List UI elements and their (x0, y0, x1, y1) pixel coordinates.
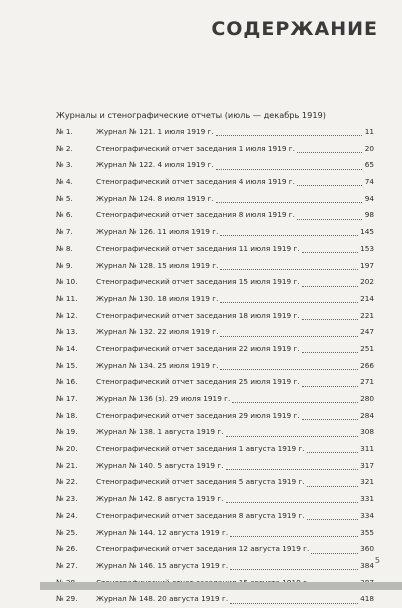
entry-title: Стенографический отчет заседания 22 июля 1919 г. (96, 343, 300, 353)
entry-number: № 16. (56, 377, 78, 387)
entry-page: 153 (360, 243, 374, 253)
entry-title: Стенографический отчет заседания 18 июля 1919 г. (96, 310, 300, 320)
toc-entry[interactable] (56, 374, 374, 391)
toc-entry[interactable] (56, 541, 374, 558)
entry-number: № 24. (56, 510, 78, 520)
toc-entry[interactable] (56, 358, 374, 375)
toc-entry[interactable] (56, 491, 374, 508)
dot-leader (302, 318, 358, 320)
entry-page: 98 (364, 210, 374, 220)
toc-entry[interactable] (56, 341, 374, 358)
toc-entry[interactable] (56, 207, 374, 224)
entry-number: № 17. (56, 394, 78, 403)
entry-page: 321 (360, 477, 374, 487)
page-title: СОДЕРЖАНИЕ (211, 18, 378, 40)
entry-page: 271 (360, 377, 374, 387)
entry-page: 284 (360, 410, 374, 420)
entry-page: 214 (360, 293, 374, 303)
dot-leader (302, 351, 358, 353)
toc-entry[interactable] (56, 424, 374, 441)
toc-entry[interactable] (56, 174, 374, 191)
dot-leader (216, 168, 362, 170)
entry-title: Стенографический отчет заседания 8 августа 1919 г. (96, 510, 305, 520)
toc-entry[interactable] (56, 508, 374, 525)
toc-entry[interactable] (56, 408, 374, 425)
dot-leader (297, 184, 362, 186)
toc-entry[interactable] (56, 558, 374, 575)
entry-number: № 29. (56, 594, 78, 604)
toc-entry[interactable] (56, 474, 374, 491)
entry-number: № 27. (56, 560, 78, 570)
entry-number: № 18. (56, 410, 78, 420)
entry-number: № 7. (56, 227, 73, 237)
entry-title: Стенографический отчет заседания 25 июля 1919 г. (96, 377, 300, 387)
entry-page: 94 (364, 193, 374, 203)
entry-page: 197 (360, 260, 374, 270)
entry-page: 221 (360, 310, 374, 320)
entry-title: Стенографический отчет заседания 1 июля 1919 г. (96, 143, 295, 153)
toc-entry[interactable] (56, 591, 374, 608)
entry-title: Журнал № 121. 1 июля 1919 г. (96, 127, 214, 136)
entry-title: Журнал № 130. 18 июля 1919 г. (96, 293, 219, 303)
dot-leader (220, 268, 358, 270)
dot-leader (226, 435, 359, 437)
toc-entry[interactable] (56, 258, 374, 275)
toc-entry[interactable] (56, 308, 374, 325)
entry-page: 317 (360, 460, 374, 470)
toc-entry[interactable] (56, 441, 374, 458)
entry-number: № 2. (56, 143, 73, 153)
entry-page: 360 (360, 544, 374, 554)
entry-title: Стенографический отчет заседания 29 июля 1919 г. (96, 410, 300, 420)
entry-title: Журнал № 140. 5 августа 1919 г. (96, 460, 224, 470)
entry-page: 331 (360, 494, 374, 504)
toc-entry[interactable] (56, 241, 374, 258)
entry-number: № 21. (56, 460, 78, 470)
entry-title: Стенографический отчет заседания 1 августа 1919 г. (96, 444, 305, 454)
entry-number: № 13. (56, 327, 78, 337)
dot-leader (307, 451, 358, 453)
dot-leader (307, 518, 358, 520)
entry-title: Стенографический отчет заседания 15 июля 1919 г. (96, 277, 300, 287)
bottom-edge-strip (40, 582, 402, 590)
dot-leader (220, 301, 358, 303)
dot-leader (307, 485, 358, 487)
entry-page: 202 (360, 277, 374, 287)
toc-entry[interactable] (56, 224, 374, 241)
entry-title: Журнал № 124. 8 июля 1919 г. (96, 193, 214, 203)
entry-page: 247 (360, 327, 374, 337)
dot-leader (220, 234, 358, 236)
entry-number: № 23. (56, 494, 78, 504)
toc-entry[interactable] (56, 157, 374, 174)
entry-page: 20 (364, 143, 374, 153)
entry-number: № 11. (56, 293, 78, 303)
entry-title: Журнал № 144. 12 августа 1919 г. (96, 527, 229, 537)
dot-leader (302, 251, 358, 253)
entry-page: 308 (360, 427, 374, 437)
entry-page: 311 (360, 444, 374, 454)
entry-number: № 6. (56, 210, 73, 220)
entry-number: № 5. (56, 193, 73, 203)
toc-entry[interactable] (56, 525, 374, 542)
entry-title: Журнал № 146. 15 августа 1919 г. (96, 560, 229, 570)
toc-entry[interactable] (56, 191, 374, 208)
entry-page: 384 (360, 560, 374, 570)
entry-page: 145 (360, 227, 374, 237)
dot-leader (232, 401, 358, 403)
dot-leader (220, 368, 358, 370)
dot-leader (230, 568, 358, 570)
entry-page: 334 (360, 510, 374, 520)
entry-page: 65 (364, 160, 374, 170)
entry-title: Журнал № 136 (з). 29 июля 1919 г. (96, 394, 231, 403)
entry-title: Журнал № 126. 11 июля 1919 г. (96, 227, 219, 237)
dot-leader (311, 552, 358, 554)
entry-title: Стенографический отчет заседания 4 июля 1919 г. (96, 177, 295, 187)
entry-title: Журнал № 128. 15 июля 1919 г. (96, 260, 219, 270)
dot-leader (226, 501, 359, 503)
entry-number: № 8. (56, 243, 73, 253)
entry-title: Журнал № 132. 22 июля 1919 г. (96, 327, 219, 337)
entry-page: 418 (360, 594, 374, 604)
entry-number: № 22. (56, 477, 78, 487)
toc-entry[interactable] (56, 274, 374, 291)
entry-title: Стенографический отчет заседания 5 августа 1919 г. (96, 477, 305, 487)
entry-title: Стенографический отчет заседания 12 августа 1919 г. (96, 544, 310, 554)
dot-leader (220, 335, 358, 337)
toc-entry[interactable] (56, 458, 374, 475)
page-number: 5 (374, 556, 380, 565)
entry-title: Журнал № 134. 25 июля 1919 г. (96, 360, 219, 370)
entry-number: № 14. (56, 343, 78, 353)
entry-title: Журнал № 148. 20 августа 1919 г. (96, 594, 229, 604)
entry-page: 11 (364, 127, 374, 136)
dot-leader (297, 151, 362, 153)
toc-entry[interactable] (56, 391, 374, 408)
section-heading: Журналы и стенографические отчеты (июль — декабрь 1919) (56, 110, 326, 120)
entry-number: № 10. (56, 277, 78, 287)
dot-leader (226, 468, 359, 470)
entry-number: № 19. (56, 427, 78, 437)
entry-title: Журнал № 138. 1 августа 1919 г. (96, 427, 224, 437)
entry-number: № 3. (56, 160, 73, 170)
entry-page: 251 (360, 343, 374, 353)
dot-leader (302, 418, 358, 420)
dot-leader (230, 535, 358, 537)
entry-number: № 20. (56, 444, 78, 454)
entry-number: № 4. (56, 177, 73, 187)
dot-leader (216, 134, 362, 136)
toc-entry[interactable] (56, 124, 374, 141)
dot-leader (216, 201, 362, 203)
entry-number: № 15. (56, 360, 78, 370)
entry-number: № 12. (56, 310, 78, 320)
entry-page: 266 (360, 360, 374, 370)
toc-entry[interactable] (56, 141, 374, 158)
entry-page: 355 (360, 527, 374, 537)
entry-title: Журнал № 122. 4 июля 1919 г. (96, 160, 214, 170)
dot-leader (302, 385, 358, 387)
entry-title: Стенографический отчет заседания 11 июля 1919 г. (96, 243, 300, 253)
table-of-contents (56, 124, 374, 608)
entry-number: № 26. (56, 544, 78, 554)
dot-leader (297, 218, 362, 220)
entry-number: № 1. (56, 127, 73, 136)
dot-leader (302, 285, 358, 287)
entry-number: № 9. (56, 260, 73, 270)
entry-page: 74 (364, 177, 374, 187)
toc-entry[interactable] (56, 324, 374, 341)
entry-number: № 25. (56, 527, 78, 537)
entry-page: 280 (360, 394, 374, 403)
entry-title: Стенографический отчет заседания 8 июля 1919 г. (96, 210, 295, 220)
entry-title: Журнал № 142. 8 августа 1919 г. (96, 494, 224, 504)
toc-entry[interactable] (56, 291, 374, 308)
dot-leader (230, 602, 358, 604)
